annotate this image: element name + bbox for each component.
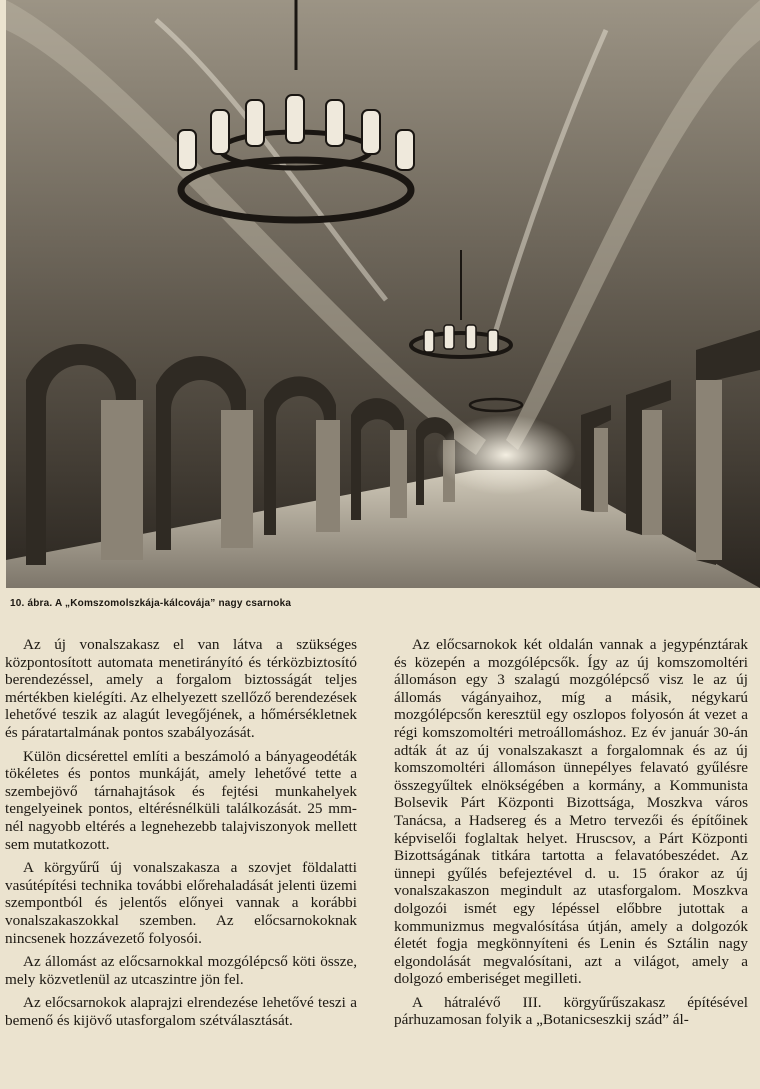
left-column	[5, 636, 357, 1035]
figure-caption: 10. ábra. A „Komszomolszkája-kálcovája” nagy csarnoka	[10, 598, 292, 609]
paragraph: Az előcsarnokok alaprajzi elrendezése lehetővé teszi a bemenő és kijövő utasforgalom szétválasztását.	[5, 994, 357, 1029]
paragraph: A hátralévő III. körgyűrűszakasz építésével párhuzamosan folyik a „Botanicseszkij szád” ál-	[394, 993, 748, 1029]
paragraph: Az előcsarnokok két oldalán vannak a jegypénztárak és közepén a mozgólépcsők. Így az új komszomoltéri állomáson egy 3 szalagú mozgólépcső visz le az új állomás vágányaihoz, míg a másik, négykarú mozgólépcsőn keresztül egy oszlopos folyosón át vezet a régi komszomoltéri metroállomáshoz. Ez év január 30-án adták át az új vonalszakaszt a forgalomnak és az új komszomoltéri állomáson ünnepélyes felavató gyűlésre összegyűltek elnökségében a kormány, a Kommunista Bolsevik Párt Központi Bizottsága, Moszkva város Tanácsa, a Hadsereg és a Metro tervezői és építőinek képviselői foglaltak helyet. Hruscsov, a Párt Központi Bizottságának titkára tartotta a felavatóbeszédet. Az ünnepi gyűlés befejeztével d. u. 15 órakor az új vonalszakaszon megindult az utasforgalom. Moszkva dolgozói ismét egy lépéssel előbbre jutottak a kommunizmus megvalósítása útján, amely a dolgozók életét fogja megkönnyíteni és Lenin és Sztálin nagy elgondolását megvalósítani, azt a világot, amely a dolgozó emberiséget megilleti.	[394, 636, 748, 988]
station-hall-photo	[6, 0, 760, 588]
paragraph: Az állomást az előcsarnokkal mozgólépcső köti össze, mely közvetlenül az utcaszintre jön fel.	[5, 953, 357, 988]
paragraph: Külön dicsérettel említi a beszámoló a bányageodéták tökéletes és pontos munkáját, amely lehetővé tette a szembejövő tárnahajtások és fejtési munkahelyek tengelyeinek pontos, eltérésnélküli találkozását. 25 mm-nél nagyobb eltérés a legnehezebb talajviszonyok mellett sem mutatkozott.	[5, 747, 357, 853]
paragraph: Az új vonalszakasz el van látva a szükséges központosított automata menetirányító és térközbiztosító berendezéssel, amely a forgalom biztosságát teljes mértékben kielégíti. Az elhelyezett szellőző berendezések lehetővé teszik az alagút levegőjének, a hőmérsékletnek és páratartalmának pontos szabályozását.	[5, 636, 357, 741]
paragraph: A körgyűrű új vonalszakasza a szovjet földalatti vasútépítési technika további előrehaladását jelenti üzemi szempontból és jelentős előnyei vannak a korábbi vonalszakaszokkal szemben. Az előcsarnokoknak nincsenek hozzávezető folyosói.	[5, 859, 357, 947]
article-body	[0, 636, 760, 1089]
right-column	[394, 636, 748, 1035]
